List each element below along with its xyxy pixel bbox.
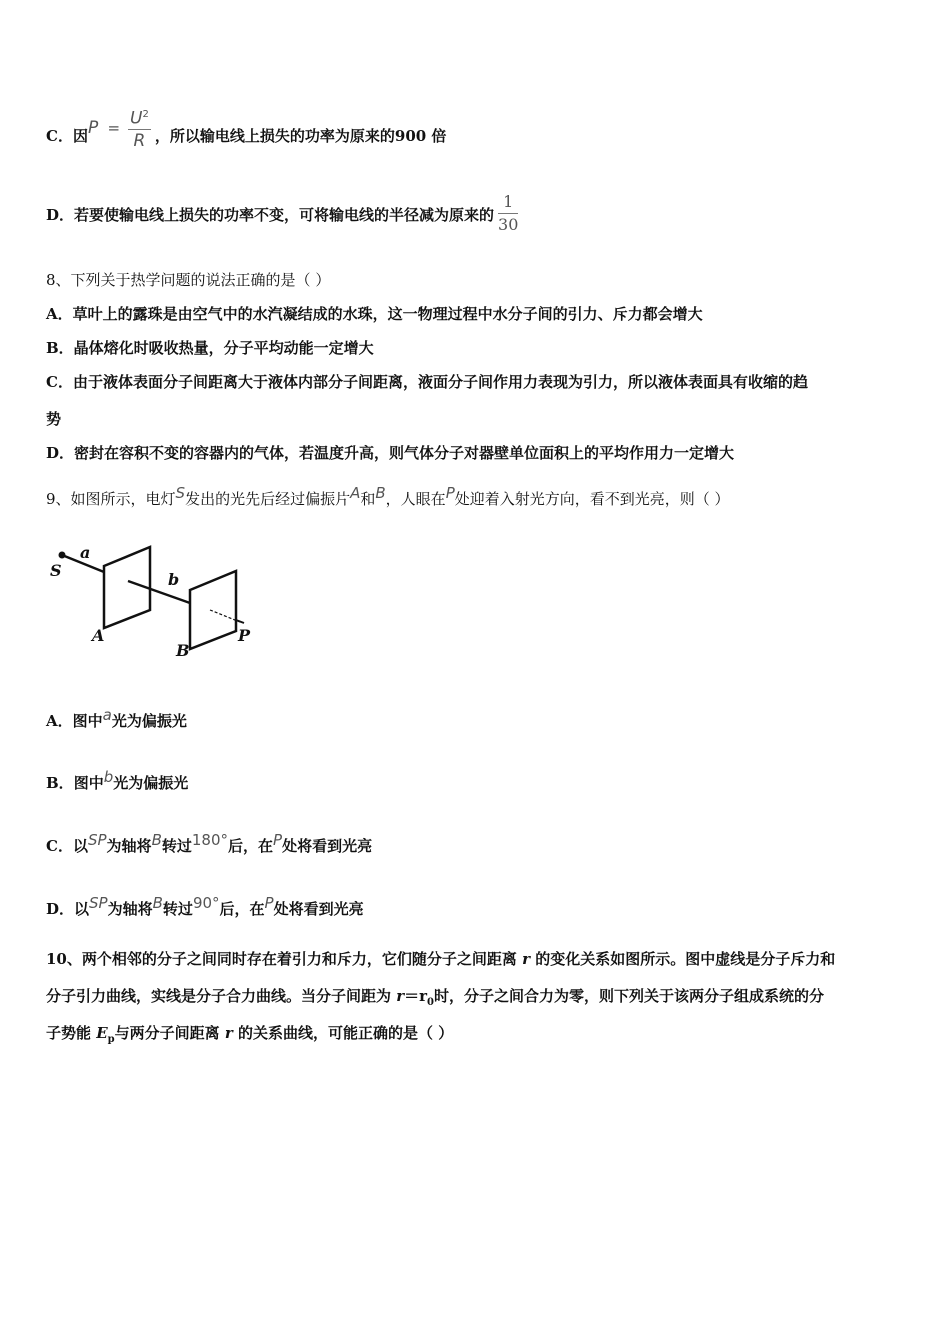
q9-option-a: A．图中a光为偏振光 xyxy=(46,706,187,730)
formula-p: P xyxy=(87,118,99,138)
q10-line-2: 分子引力曲线，实线是分子合力曲线。当分子间距为 $r=r_0$时，分子之间合力为零，则下列关于该两分子组成系统的分 xyxy=(46,987,825,1008)
q9-stem: 9、如图所示，电灯S发出的光先后经过偏振片A和B，人眼在P处迎着入射光方向，看不到光亮，则（ ） xyxy=(46,484,730,508)
label-b-plate: B xyxy=(176,641,190,660)
label-a-ray: a xyxy=(80,543,91,562)
q10-line-3: 子势能 $E_p$与两分子间距离 r 的关系曲线，可能正确的是（ ） xyxy=(46,1024,454,1045)
polarizer-figure xyxy=(40,538,300,668)
q8-option-c: C．由于液体表面分子间距离大于液体内部分子间距离，液面分子间作用力表现为引力，所以液体表面具有收缩的趋 xyxy=(46,373,808,391)
formula-fraction: $\frac{U^2}{R}$ xyxy=(128,104,151,153)
label-b-ray: b xyxy=(168,570,180,589)
q8-stem: 8、下列关于热学问题的说法正确的是（ ） xyxy=(46,271,331,289)
q8-option-b: B．晶体熔化时吸收热量，分子平均动能一定增大 xyxy=(46,339,374,357)
lamp-dot xyxy=(59,552,66,559)
q10-line-1: 10、两个相邻的分子之间同时存在着引力和斥力，它们随分子之间距离 r 的变化关系如图所示。图中虚线是分子斥力和 xyxy=(46,950,836,968)
option-label: D． xyxy=(46,206,75,224)
label-s: S xyxy=(50,561,62,580)
q8-option-a: A．草叶上的露珠是由空气中的水汽凝结成的水珠，这一物理过程中水分子间的引力、斥力都会增大 xyxy=(46,305,703,323)
q7-option-c: C．因P = $\frac{U^2}{R}$ ，所以输电线上损失的功率为原来的900 倍 xyxy=(46,118,446,154)
q9-option-c: C．以SP为轴将B转过180°后，在P处将看到光亮 xyxy=(46,831,373,855)
q7-option-d: D．若要使输电线上损失的功率不变，可将输电线的半径减为原来的 $\frac{1}{30}$ xyxy=(46,191,519,234)
q8-option-d: D．密封在容积不变的容器内的气体，若温度升高，则气体分子对器壁单位面积上的平均作用力一定增大 xyxy=(46,444,735,462)
polarizer-b xyxy=(190,571,236,649)
label-a-plate: A xyxy=(92,626,105,645)
ray-b xyxy=(128,581,190,603)
q8-option-c-cont: 势 xyxy=(46,410,62,428)
fraction-1-30: $\frac{1}{30}$ xyxy=(498,191,519,234)
q9-option-d: D．以SP为轴将B转过90°后，在P处将看到光亮 xyxy=(46,894,364,918)
label-p: P xyxy=(238,626,251,645)
option-label: C． xyxy=(46,127,73,145)
q9-option-b: B．图中b光为偏振光 xyxy=(46,768,189,792)
